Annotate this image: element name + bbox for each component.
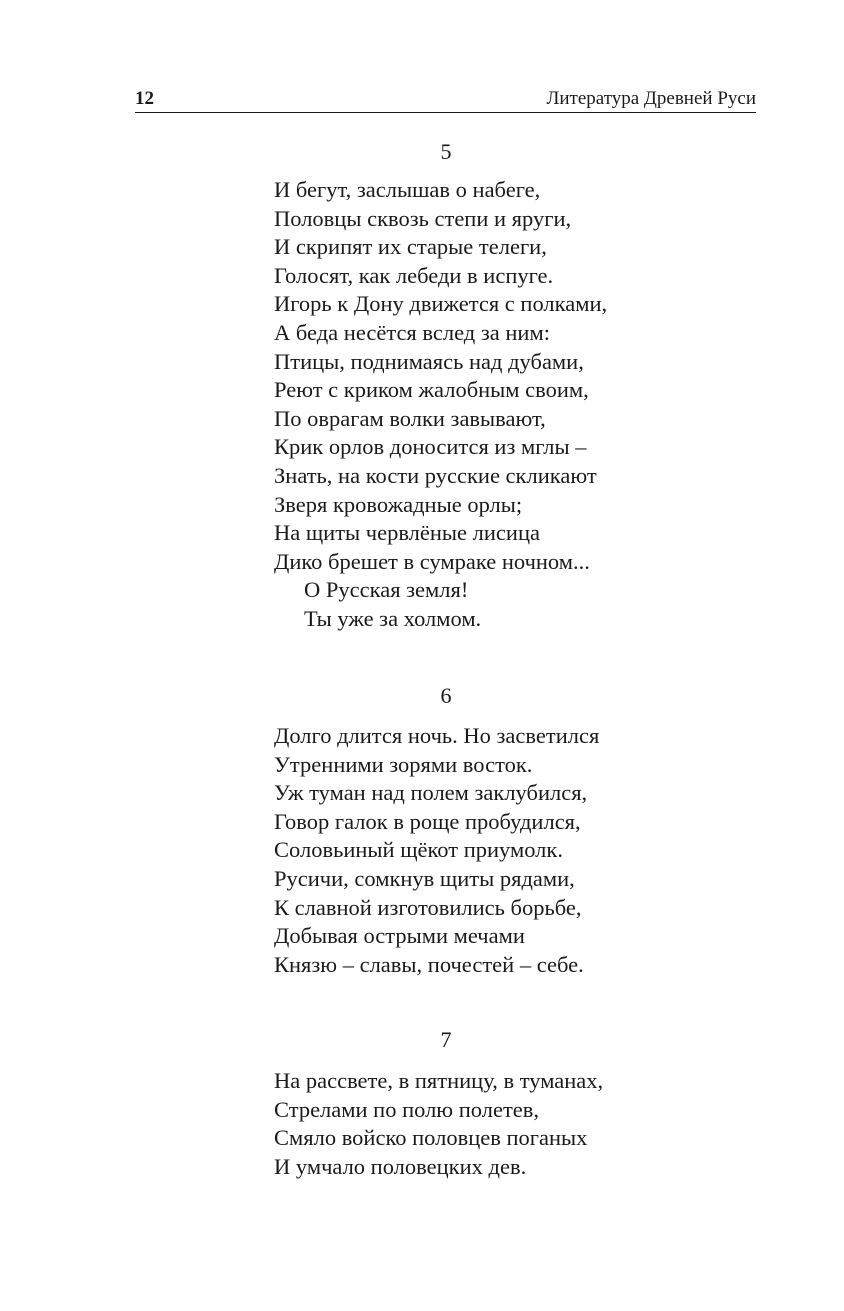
verse-line: Голосят, как лебеди в испуге. — [274, 262, 554, 288]
verse-line: И бегут, заслышав о набеге, — [274, 177, 541, 202]
verse-line: Говор галок в роще пробудился, — [274, 808, 581, 834]
verse-line: Зверя кровожадные орлы; — [274, 491, 523, 517]
verse-line-refrain: О Русская земля! — [304, 577, 469, 603]
stanza — [274, 176, 607, 634]
verse-line: Соловьиный щёкот приумолк. — [274, 837, 563, 863]
verse-line: Долго длится ночь. Но засветился — [274, 723, 600, 748]
running-title: Литература Древней Руси — [546, 88, 756, 109]
verse-line: Знать, на кости русские скликают — [274, 462, 597, 488]
verse-line: Дико брешет в сумраке ночном... — [274, 548, 590, 574]
verse-line: По оврагам волки завывают, — [274, 405, 546, 431]
verse-line: На рассвете, в пятницу, в туманах, — [274, 1068, 604, 1093]
verse-line: Русичи, сомкнув щиты рядами, — [274, 865, 575, 891]
verse-line: Реют с криком жалобным своим, — [274, 377, 589, 403]
verse-line: Уж туман над полем заклубился, — [274, 780, 588, 806]
verse-line: Князю – славы, почестей – себе. — [274, 951, 584, 977]
verse-line: Стрелами по полю полетев, — [274, 1096, 540, 1122]
page-header — [135, 86, 756, 113]
stanza-number: 6 — [440, 683, 452, 708]
verse-line-refrain: Ты уже за холмом. — [304, 605, 482, 631]
verse-line: А беда несётся вслед за ним: — [274, 319, 550, 345]
verse-line: К славной изготовились борьбе, — [274, 894, 582, 920]
verse-line: И скрипят их старые телеги, — [274, 234, 547, 260]
verse-line: Добывая острыми мечами — [274, 923, 525, 949]
verse-line: Птицы, поднимаясь над дубами, — [274, 348, 584, 374]
stanza — [274, 1067, 603, 1181]
stanza-number: 5 — [440, 139, 452, 164]
verse-line: Утренними зорями восток. — [274, 751, 533, 777]
stanza — [274, 722, 599, 979]
verse-line: Крик орлов доносится из мглы – — [274, 434, 587, 460]
stanza-number: 7 — [440, 1027, 452, 1052]
verse-line: Игорь к Дону движется с полками, — [274, 291, 608, 317]
page-number: 12 — [135, 88, 154, 109]
verse-line: И умчало половецких дев. — [274, 1153, 527, 1179]
verse-line: Половцы сквозь степи и яруги, — [274, 205, 572, 231]
verse-line: Смяло войско половцев поганых — [274, 1125, 588, 1151]
verse-line: На щиты червлёные лисица — [274, 520, 540, 546]
